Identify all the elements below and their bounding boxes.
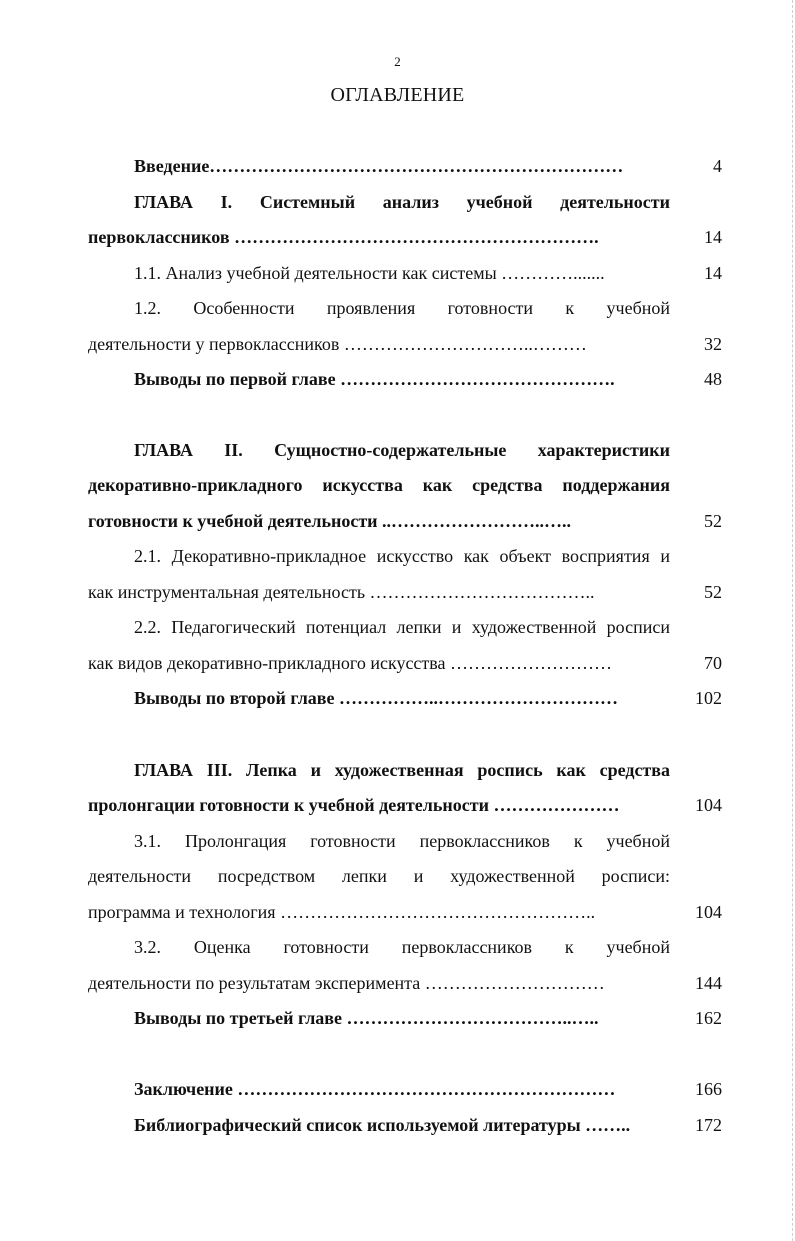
toc-section-2-2-line-2: как видов декоративно-прикладного искусства ……………………… — [88, 653, 613, 673]
toc-page-section-1-2: 32 — [704, 334, 722, 354]
toc-page-introduction: 4 — [713, 156, 722, 176]
toc-section-1-1: 1.1. Анализ учебной деятельности как системы …………....... — [134, 263, 605, 283]
toc-page-conclusions-2: 102 — [695, 688, 722, 708]
toc-page-bibliography: 172 — [695, 1115, 722, 1135]
page-edge-line — [792, 0, 793, 1241]
toc-section-3-1-line-1: 3.1. Пролонгация готовности первоклассников к учебной — [134, 831, 670, 851]
toc-introduction: Введение…………………………………………………………… — [134, 156, 624, 176]
page-number: 2 — [394, 54, 401, 69]
toc-chapter-1-line-1: ГЛАВА I. Системный анализ учебной деятельности — [134, 192, 670, 212]
toc-page-section-1-1: 14 — [704, 263, 722, 283]
toc-chapter-1-line-2: первоклассников ……………………………………………………. — [88, 227, 599, 247]
toc-conclusions-2: Выводы по второй главе ……………..………………………… — [134, 688, 618, 708]
toc-section-1-2-line-1: 1.2. Особенности проявления готовности к учебной — [134, 298, 670, 318]
toc-conclusions-3: Выводы по третьей главе ………………………………..….. — [134, 1008, 599, 1028]
toc-page-chapter-3: 104 — [695, 795, 722, 815]
toc-section-3-1-line-3: программа и технология …………………………………………….. — [88, 902, 596, 922]
toc-page-conclusion: 166 — [695, 1079, 722, 1099]
toc-chapter-2-line-1: ГЛАВА II. Сущностно-содержательные характеристики — [134, 440, 670, 460]
toc-section-2-1-line-1: 2.1. Декоративно-прикладное искусство как объект восприятия и — [134, 546, 670, 566]
page-title: ОГЛАВЛЕНИЕ — [330, 84, 465, 106]
toc-chapter-2-line-2: декоративно-прикладного искусства как средства поддержания — [88, 475, 670, 495]
toc-page-section-3-1: 104 — [695, 902, 722, 922]
toc-section-3-2-line-2: деятельности по результатам эксперимента ………………………… — [88, 973, 605, 993]
toc-chapter-2-line-3: готовности к учебной деятельности ..……………………..….. — [88, 511, 572, 531]
toc-chapter-3-line-2: пролонгации готовности к учебной деятельности ………………… — [88, 795, 620, 815]
toc-conclusions-1: Выводы по первой главе ………………………………………. — [134, 369, 615, 389]
toc-page-chapter-1: 14 — [704, 227, 722, 247]
toc-page-conclusions-3: 162 — [695, 1008, 722, 1028]
toc-page-conclusions-1: 48 — [704, 369, 722, 389]
toc-section-2-1-line-2: как инструментальная деятельность ……………………………….. — [88, 582, 595, 602]
toc-section-3-1-line-2: деятельности посредством лепки и художественной росписи: — [88, 866, 670, 886]
toc-page-section-3-2: 144 — [695, 973, 722, 993]
toc-bibliography: Библиографический список используемой литературы …….. — [134, 1115, 631, 1135]
toc-section-1-2-line-2: деятельности у первоклассников …………………………..……… — [88, 334, 587, 354]
toc-chapter-3-line-1: ГЛАВА III. Лепка и художественная роспись как средства — [134, 760, 670, 780]
toc-section-3-2-line-1: 3.2. Оценка готовности первоклассников к учебной — [134, 937, 670, 957]
toc-section-2-2-line-1: 2.2. Педагогический потенциал лепки и художественной росписи — [134, 617, 670, 637]
toc-conclusion: Заключение ……………………………………………………… — [134, 1079, 616, 1099]
toc-page-chapter-2: 52 — [704, 511, 722, 531]
toc-page-section-2-2: 70 — [704, 653, 722, 673]
toc-page-section-2-1: 52 — [704, 582, 722, 602]
